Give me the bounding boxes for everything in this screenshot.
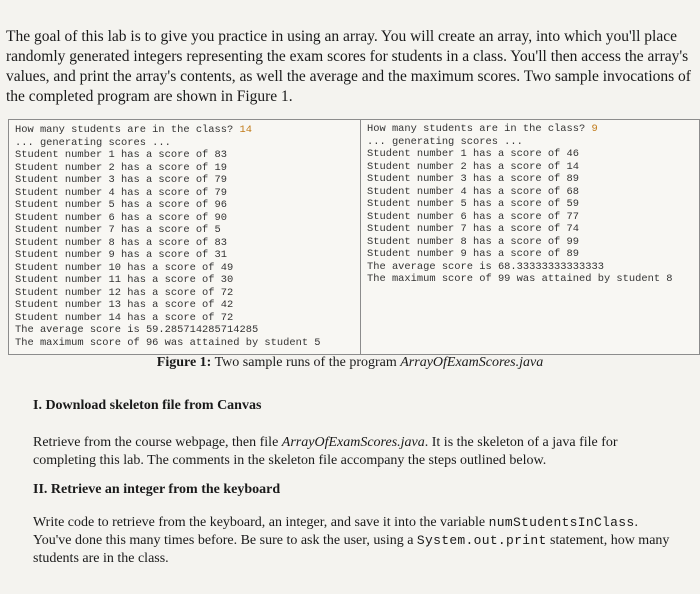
run1-line: Student number 4 has a score of 79 bbox=[15, 186, 228, 199]
section-download-body bbox=[33, 434, 673, 470]
para-text: Write code to retrieve from the keyboard, an integer, and save it into the variable bbox=[33, 515, 489, 530]
para-text: . It is the skeleton of a java file for completing this lab. The comments in the skeleton file accompany the steps outlined below. bbox=[33, 435, 618, 468]
run2-maximum-line: The maximum score of 99 was attained by student 8 bbox=[367, 273, 673, 285]
run2-prompt: How many students are in the class? bbox=[367, 123, 592, 135]
run1-line: Student number 13 has a score of 42 bbox=[15, 299, 234, 311]
run1-line: ... generating scores ... bbox=[15, 136, 171, 149]
run1-line: Student number 10 has a score of 49 bbox=[15, 261, 234, 274]
para-text: Retrieve from the course webpage, then file bbox=[33, 435, 282, 450]
section-heading: II. Retrieve an integer from the keyboard bbox=[33, 482, 281, 497]
section-paragraph bbox=[33, 514, 673, 568]
run2-line: Student number 7 has a score of 74 bbox=[367, 223, 580, 235]
run1-maximum-line: The maximum score of 96 was attained by student 5 bbox=[15, 336, 321, 349]
figure-caption-text: Two sample runs of the program bbox=[211, 355, 401, 370]
run2-input: 9 bbox=[591, 123, 598, 135]
figure-caption bbox=[0, 355, 700, 371]
sample-run-2 bbox=[367, 123, 673, 286]
run2-line: Student number 4 has a score of 68 bbox=[367, 185, 580, 198]
run2-average-line: The average score is 68.33333333333333 bbox=[367, 260, 604, 273]
run2-line: Student number 1 has a score of 46 bbox=[367, 148, 580, 160]
figure-divider bbox=[360, 120, 361, 354]
run1-line: Student number 14 has a score of 72 bbox=[15, 311, 234, 324]
run2-line: Student number 2 has a score of 14 bbox=[367, 160, 580, 173]
run1-line: Student number 9 has a score of 31 bbox=[15, 249, 228, 261]
section-retrieve-integer bbox=[33, 482, 673, 498]
skeleton-filename: ArrayOfExamScores.java bbox=[281, 435, 425, 450]
run2-line: Student number 8 has a score of 99 bbox=[367, 235, 580, 248]
figure-label: Figure 1: bbox=[156, 355, 212, 370]
intro-paragraph: The goal of this lab is to give you practice in using an array. You will create an array, into which you'll place randomly generated integers representing the exam scores for students in a class. You'll then access the array's values, and print the array's contents, as well the average and the maximum scores. Two sample invocations of the completed program are shown in Figure 1. bbox=[6, 28, 691, 105]
run1-line: Student number 11 has a score of 30 bbox=[15, 274, 234, 286]
run2-line: Student number 6 has a score of 77 bbox=[367, 210, 580, 223]
section-heading: I. Download skeleton file from Canvas bbox=[33, 398, 262, 413]
run2-line: Student number 9 has a score of 89 bbox=[367, 248, 580, 260]
section-paragraph bbox=[33, 434, 673, 470]
variable-name: numStudentsInClass bbox=[488, 515, 635, 530]
run1-line: Student number 6 has a score of 90 bbox=[15, 211, 228, 224]
code-snippet: System.out.print bbox=[416, 533, 547, 548]
run1-line: Student number 5 has a score of 96 bbox=[15, 199, 228, 211]
run1-average-line: The average score is 59.285714285714285 bbox=[15, 324, 259, 336]
figure-program-name: ArrayOfExamScores.java bbox=[400, 355, 544, 370]
run1-input: 14 bbox=[239, 124, 252, 136]
run1-prompt-line bbox=[15, 124, 321, 137]
run1-line: Student number 8 has a score of 83 bbox=[15, 236, 228, 249]
run2-prompt-line bbox=[367, 123, 673, 136]
run2-line: ... generating scores ... bbox=[367, 135, 523, 148]
run2-line: Student number 5 has a score of 59 bbox=[367, 198, 580, 210]
run2-line: Student number 3 has a score of 89 bbox=[367, 173, 580, 185]
sample-runs-figure bbox=[8, 119, 700, 355]
run1-line: Student number 2 has a score of 19 bbox=[15, 161, 228, 174]
run1-line: Student number 12 has a score of 72 bbox=[15, 286, 234, 299]
para-text: . You've done this many times before. Be sure to ask the user, using a bbox=[33, 515, 638, 548]
run1-prompt: How many students are in the class? bbox=[15, 124, 240, 136]
section-retrieve-body bbox=[33, 514, 673, 568]
run1-line: Student number 3 has a score of 79 bbox=[15, 174, 228, 186]
run1-line: Student number 7 has a score of 5 bbox=[15, 224, 221, 236]
sample-run-1 bbox=[15, 124, 321, 349]
para-text: statement, how many students are in the class. bbox=[33, 533, 670, 566]
run1-line: Student number 1 has a score of 83 bbox=[15, 149, 228, 161]
section-download-skeleton bbox=[33, 398, 673, 414]
